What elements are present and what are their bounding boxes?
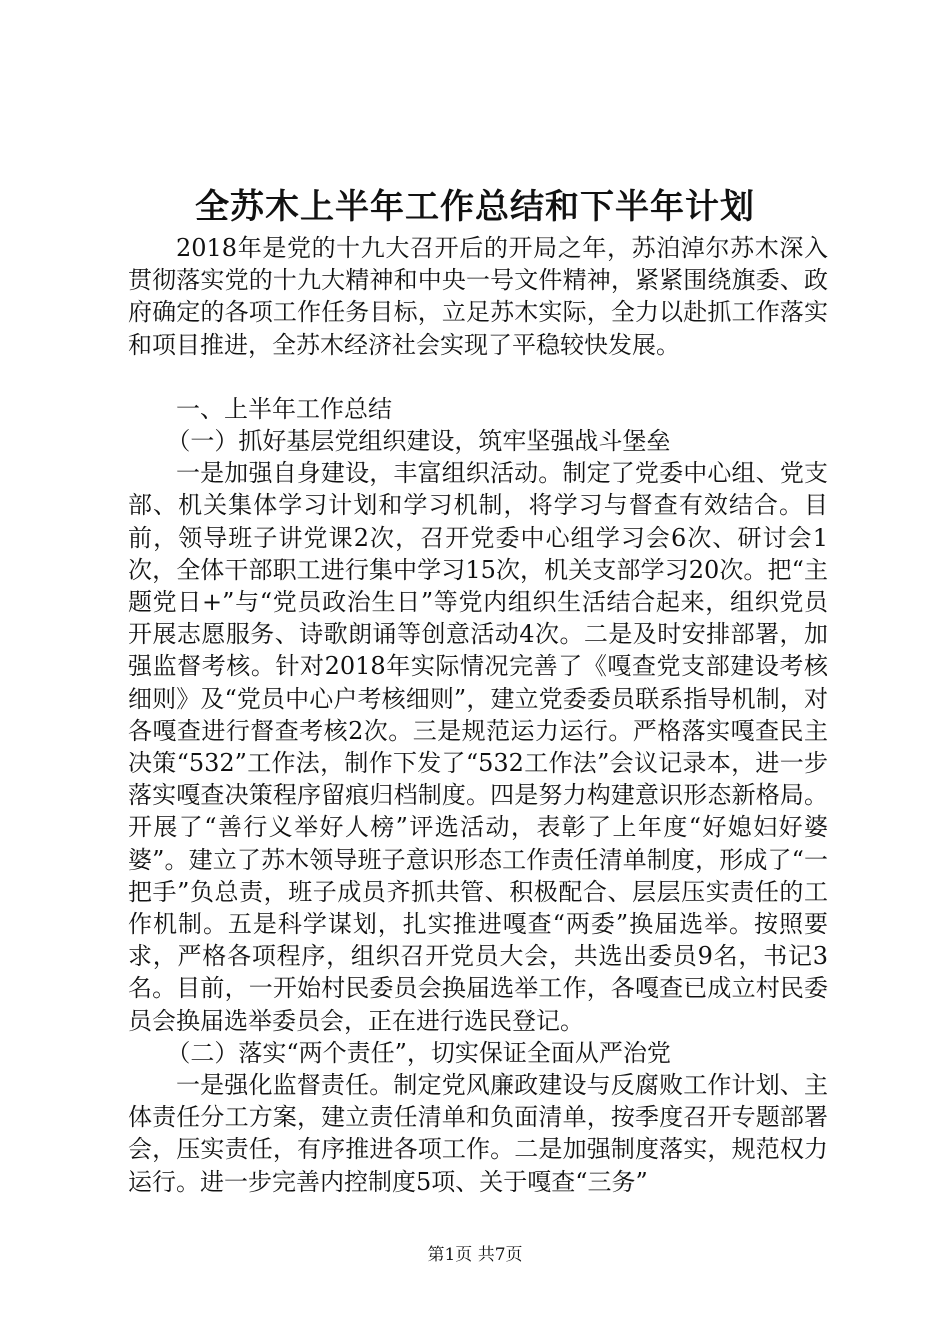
document-title: 全苏木上半年工作总结和下半年计划 [195, 187, 755, 227]
subsection-heading-2: （二）落实“两个责任”，切实保证全面从严治党 [166, 1038, 671, 1067]
document-body [128, 232, 828, 1198]
section-heading: 一、上半年工作总结 [176, 394, 392, 423]
page-number: 第1页 共7页 [427, 1245, 523, 1265]
subsection-body-1: 一是加强自身建设，丰富组织活动。制定了党委中心组、党支部、机关集体学习计划和学习机制，将学习与督查有效结合。目前，领导班子讲党课2次，召开党委中心组学习会6次、研讨会1次，全体干部职工进行集中学习15次，机关支部学习20次。把“主题党日+”与“党员政治生日”等党内组织生活结合起来，组织党员开展志愿服务、诗歌朗诵等创意活动4次。二是及时安排部署，加强监督考核。针对2018年实际情况完善了《嘎查党支部建设考核细则》及“党员中心户考核细则”，建立党委委员联系指导机制，对各嘎查进行督查考核2次。三是规范运力运行。严格落实嘎查民主决策“532”工作法，制作下发了“532工作法”会议记录本，进一步落实嘎查决策程序留痕归档制度。四是努力构建意识形态新格局。开展了“善行义举好人榜”评选活动，表彰了上年度“好媳妇好婆婆”。建立了苏木领导班子意识形态工作责任清单制度，形成了“一把手”负总责，班子成员齐抓共管、积极配合、层层压实责任的工作机制。五是科学谋划，扎实推进嘎查“两委”换届选举。按照要求，严格各项程序，组织召开党员大会，共选出委员9名，书记3名。目前，一开始村民委员会换届选举工作，各嘎查已成立村民委员会换届选举委员会，正在进行选民登记。 [128, 459, 828, 1035]
subsection-heading-1: （一）抓好基层党组织建设，筑牢坚强战斗堡垒 [166, 427, 671, 456]
paragraph-gap [128, 361, 828, 393]
intro-paragraph: 2018年是党的十九大召开后的开局之年，苏泊淖尔苏木深入贯彻落实党的十九大精神和中央一号文件精神，紧紧围绕旗委、政府确定的各项工作任务目标，立足苏木实际，全力以赴抓工作落实和项目推进，全苏木经济社会实现了平稳较快发展。 [128, 234, 828, 359]
subsection-body-2: 一是强化监督责任。制定党风廉政建设与反腐败工作计划、主体责任分工方案，建立责任清单和负面清单，按季度召开专题部署会，压实责任，有序推进各项工作。二是加强制度落实，规范权力运行。进一步完善内控制度5项、关于嘎查“三务” [128, 1071, 828, 1196]
